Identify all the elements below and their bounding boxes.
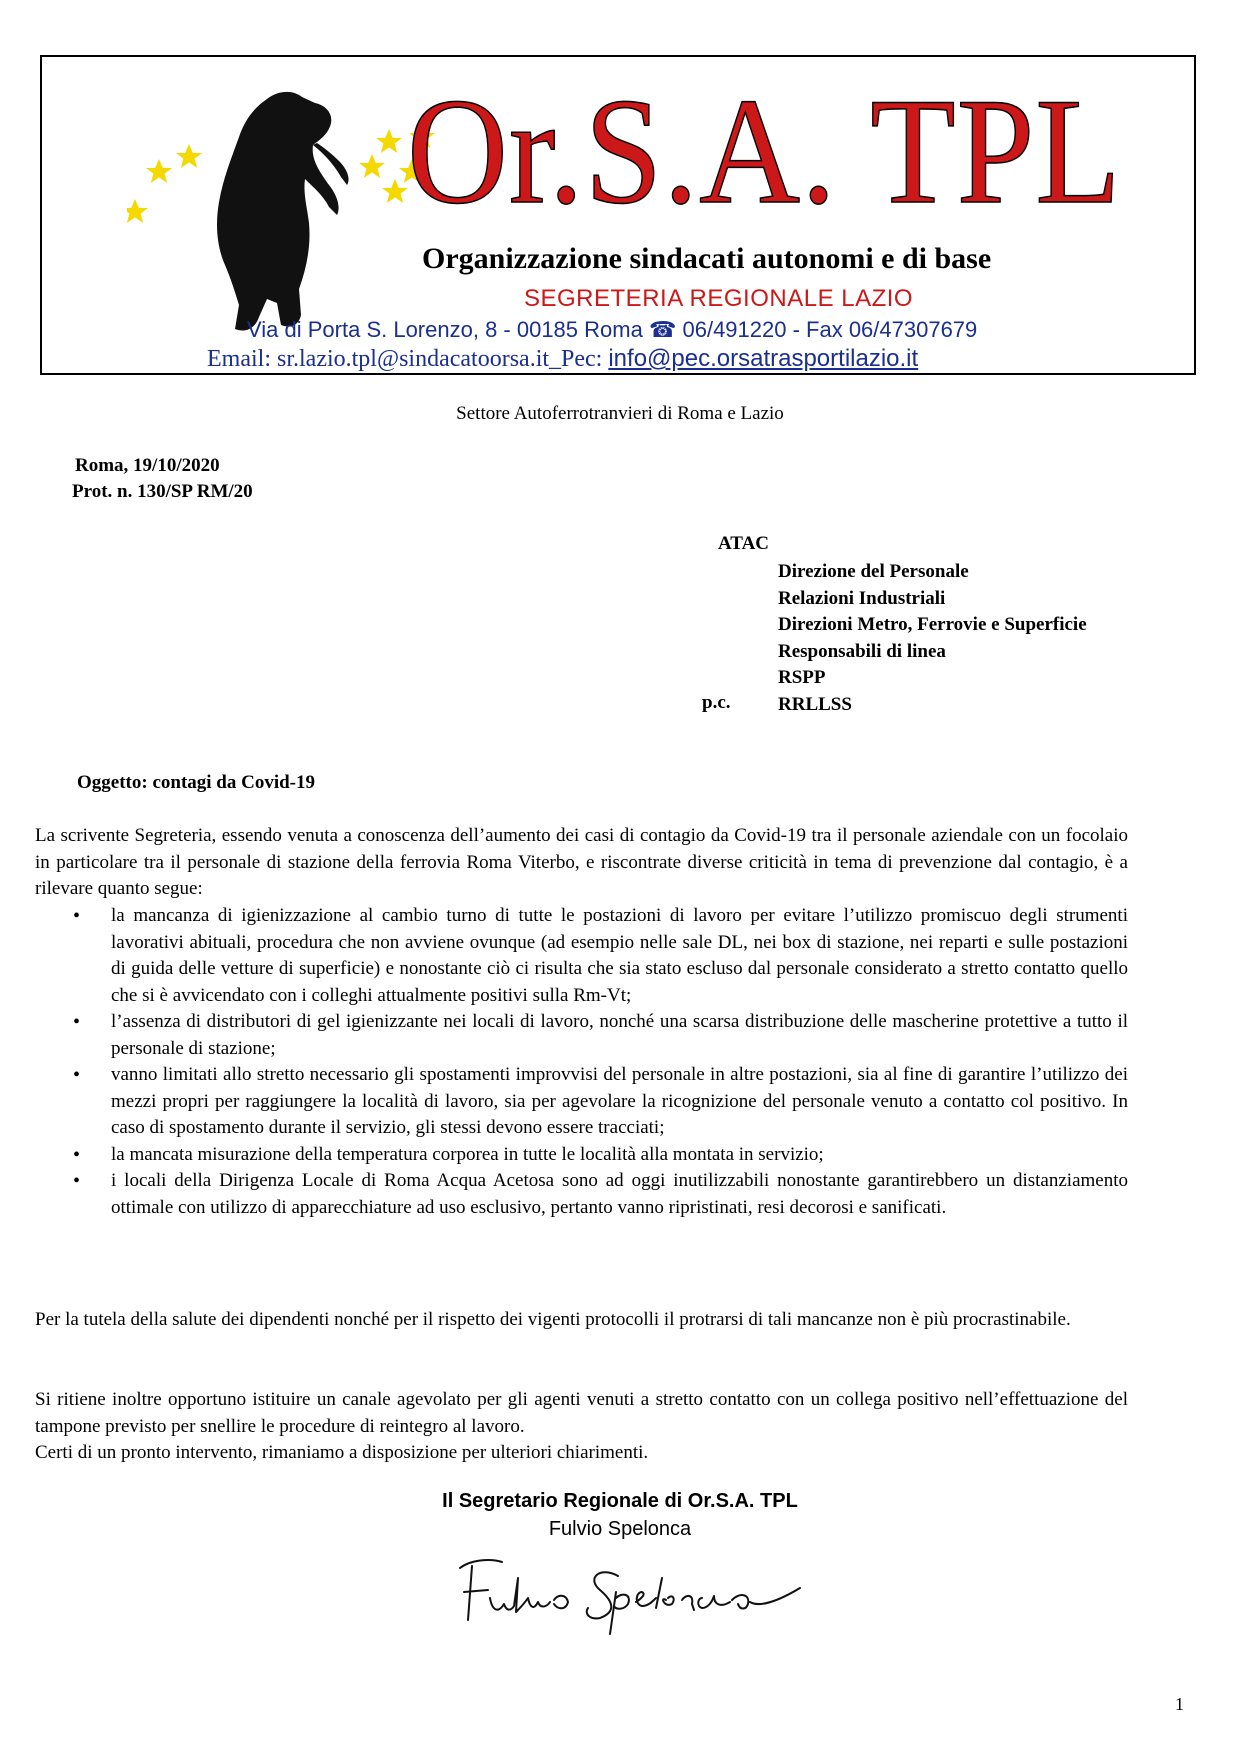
phone-icon: ☎ [648, 317, 677, 342]
handwritten-signature [450, 1548, 840, 1638]
recipient-item: RRLLSS [778, 693, 852, 715]
pc-label: p.c. [702, 692, 731, 713]
recipient-item: Direzioni Metro, Ferrovie e Superficie [778, 614, 1087, 635]
recipient-item: Direzione del Personale [778, 561, 969, 582]
recipient-item: Relazioni Industriali [778, 587, 946, 609]
signatory-name: Fulvio Spelonca [548, 1518, 692, 1540]
list-item: • i locali della Dirigenza Locale di Roma Acqua Acetosa sono ad oggi inutilizzabili nonostante garantirebbero un distanziamento ottimale con utilizzo di apparecchiature ad uso esclusivo, pertanto vanno ripristinati, resi decorosi e sanificati. [35, 1168, 1128, 1221]
list-item: • la mancanza di igienizzazione al cambio turno di tutte le postazioni di lavoro per evitare l’utilizzo promiscuo degli strumenti lavorativi abituali, procedura che non avviene ovunque (ad esempio nelle sale DL, nei box di stazione, nei reparti e sulle postazioni di guida delle vetture di superficie) e nonostante ciò ci risulta che sia stato escluso dal personale considerato a stretto contatto quello che si è avvicendato con i colleghi attualmente positivi sulla Rm-Vt; [35, 903, 1128, 1009]
email-text: Email: sr.lazio.tpl@sindacatoorsa.it_Pec: [207, 346, 609, 372]
recipient-item: Responsabili di linea [778, 640, 946, 662]
bear-logo-icon [127, 67, 447, 347]
organization-name: Organizzazione sindacati autonomi e di base [422, 242, 992, 275]
phone-fax-text: 06/491220 - Fax 06/47307679 [682, 317, 978, 342]
star-icon [376, 129, 402, 153]
settore-line: Settore Autoferrotranvieri di Roma e Lazio [456, 403, 784, 424]
date-line: Roma, 19/10/2020 [75, 455, 220, 476]
star-icon [146, 159, 172, 183]
subject-line: Oggetto: contagi da Covid-19 [77, 772, 316, 793]
brand-title: Or.S.A. TPL [407, 67, 1122, 235]
star-icon [127, 199, 148, 223]
closing-paragraph: Certi di un pronto intervento, rimaniamo a disposizione per ulteriori chiarimenti. [35, 1442, 649, 1463]
tutela-paragraph: Per la tutela della salute dei dipendenti nonché per il rispetto dei vigenti protocolli il protrarsi di tali mancanze non è più procrastinabile. [35, 1309, 1071, 1330]
recipient-item: RSPP [778, 667, 826, 688]
list-item: • la mancata misurazione della temperatura corporea in tutte le località alla montata in servizio; [35, 1142, 1128, 1169]
page-number: 1 [1175, 1694, 1184, 1714]
ritiene-paragraph: Si ritiene inoltre opportuno istituire un canale agevolato per gli agenti venuti a stretto contatto con un collega positivo nell’effettuazione del tampone previsto per snellire le procedure di reintegro al lavoro. [35, 1389, 1128, 1437]
letterhead [40, 55, 1196, 375]
intro-paragraph: La scrivente Segreteria, essendo venuta a conoscenza dell’aumento dei casi di contagio da Covid-19 tra il personale aziendale con un focolaio in particolare tra il personale di stazione della ferrovia Roma Viterbo, e riscontrate diverse criticità in tema di prevenzione dal contagio, è a rilevare quanto segue: [35, 825, 1128, 899]
segreteria-regionale: SEGRETERIA REGIONALE LAZIO [524, 285, 914, 312]
email-line [207, 345, 918, 373]
recipient-company: ATAC [718, 533, 770, 554]
list-item: • vanno limitati allo stretto necessario gli spostamenti improvvisi del personale in altre postazioni, sia al fine di garantire l’utilizzo dei mezzi propri per raggiungere la località di lavoro, sia per agevolare la ricognizione del personale venuto a contatto col positivo. In caso di spostamento durante il servizio, gli stessi devono essere tracciati; [35, 1062, 1128, 1142]
recipient-list [778, 559, 1087, 718]
address-line [247, 317, 977, 343]
star-icon [176, 144, 202, 168]
list-item: • l’assenza di distributori di gel igienizzante nei locali di lavoro, nonché una scarsa distribuzione delle mascherine protettive a tutto il personale di stazione; [35, 1009, 1128, 1062]
issues-list [35, 903, 1128, 1221]
signatory-title: Il Segretario Regionale di Or.S.A. TPL [442, 1490, 798, 1512]
address-text: Via di Porta S. Lorenzo, 8 - 00185 Roma [247, 317, 643, 342]
star-icon [359, 154, 385, 178]
protocol-number: Prot. n. 130/SP RM/20 [72, 481, 253, 502]
pec-link[interactable]: info@pec.orsatrasportilazio.it [608, 345, 919, 372]
